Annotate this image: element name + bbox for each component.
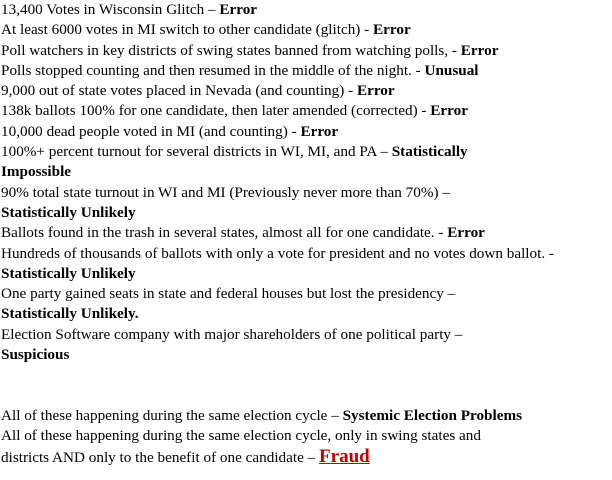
- claim-text: 100%+ percent turnout for several districts in WI, MI, and PA –: [1, 143, 392, 161]
- claim-text: At least 6000 votes in MI switch to other candidate (glitch) -: [1, 21, 374, 39]
- conclusion-verdict: Systemic Election Problems: [342, 406, 523, 424]
- claim-text: Polls stopped counting and then resumed in the middle of the night. -: [1, 61, 425, 79]
- claim-item-continuation: [1, 162, 611, 182]
- fraud-verdict: Fraud: [319, 445, 370, 467]
- claim-item: [1, 284, 611, 304]
- claim-item: [1, 244, 591, 285]
- spacer: [1, 365, 611, 406]
- claim-item: [1, 61, 611, 81]
- claim-text: 9,000 out of state votes placed in Nevada (and counting) -: [1, 82, 357, 100]
- claim-item: [1, 122, 611, 142]
- claim-verdict: Error: [219, 1, 258, 18]
- conclusion-line-2: [1, 426, 611, 446]
- claim-text: 90% total state turnout in WI and MI (Previously never more than 70%) –: [1, 183, 450, 201]
- claim-text: Poll watchers in key districts of swing states banned from watching polls, -: [1, 41, 461, 59]
- claim-text: 10,000 dead people voted in MI (and counting) -: [1, 122, 301, 140]
- claim-verdict: Error: [373, 21, 411, 39]
- document-body: [1, 0, 611, 468]
- claim-verdict-part: Impossible: [1, 163, 72, 181]
- claim-item: [1, 325, 611, 345]
- claim-item-continuation: [1, 304, 611, 324]
- conclusion-text: districts AND only to the benefit of one candidate –: [1, 448, 320, 466]
- claim-item-continuation: [1, 203, 611, 223]
- claim-verdict: Error: [300, 122, 339, 140]
- conclusion-text: All of these happening during the same election cycle –: [1, 406, 343, 424]
- claim-verdict: Error: [447, 224, 485, 242]
- claim-item: [1, 223, 611, 243]
- claim-item: [1, 41, 611, 61]
- claim-item: [1, 101, 611, 121]
- claim-verdict: Statistically Unlikely.: [1, 305, 139, 323]
- claim-text: 138k ballots 100% for one candidate, then later amended (corrected) -: [1, 102, 431, 120]
- claim-item-continuation: [1, 345, 611, 365]
- claim-text: 13,400 Votes in Wisconsin Glitch –: [1, 1, 220, 18]
- claim-verdict: Error: [356, 82, 395, 100]
- claim-verdict: Error: [460, 41, 499, 59]
- claim-item: [1, 142, 611, 162]
- claim-text: Election Software company with major shareholders of one political party –: [1, 325, 463, 343]
- claim-verdict-part: Statistically: [391, 143, 468, 161]
- claim-verdict: Error: [430, 102, 468, 120]
- claim-item: [1, 20, 611, 40]
- claim-verdict: Statistically Unlikely: [1, 203, 136, 221]
- claim-text: Hundreds of thousands of ballots with only a vote for president and no votes down ballot. -: [1, 244, 554, 262]
- claim-text: One party gained seats in state and federal houses but lost the presidency –: [1, 285, 456, 303]
- conclusion-line-1: [1, 406, 611, 426]
- claim-verdict: Unusual: [424, 61, 479, 79]
- claim-item: [1, 0, 611, 20]
- claim-verdict: Statistically Unlikely: [1, 264, 136, 282]
- conclusion-text: All of these happening during the same election cycle, only in swing states and: [1, 427, 481, 445]
- claim-verdict: Suspicious: [1, 346, 70, 364]
- claim-item: [1, 81, 611, 101]
- conclusion-line-3: [1, 447, 611, 468]
- claim-item: [1, 183, 611, 203]
- claim-text: Ballots found in the trash in several states, almost all for one candidate. -: [1, 224, 448, 242]
